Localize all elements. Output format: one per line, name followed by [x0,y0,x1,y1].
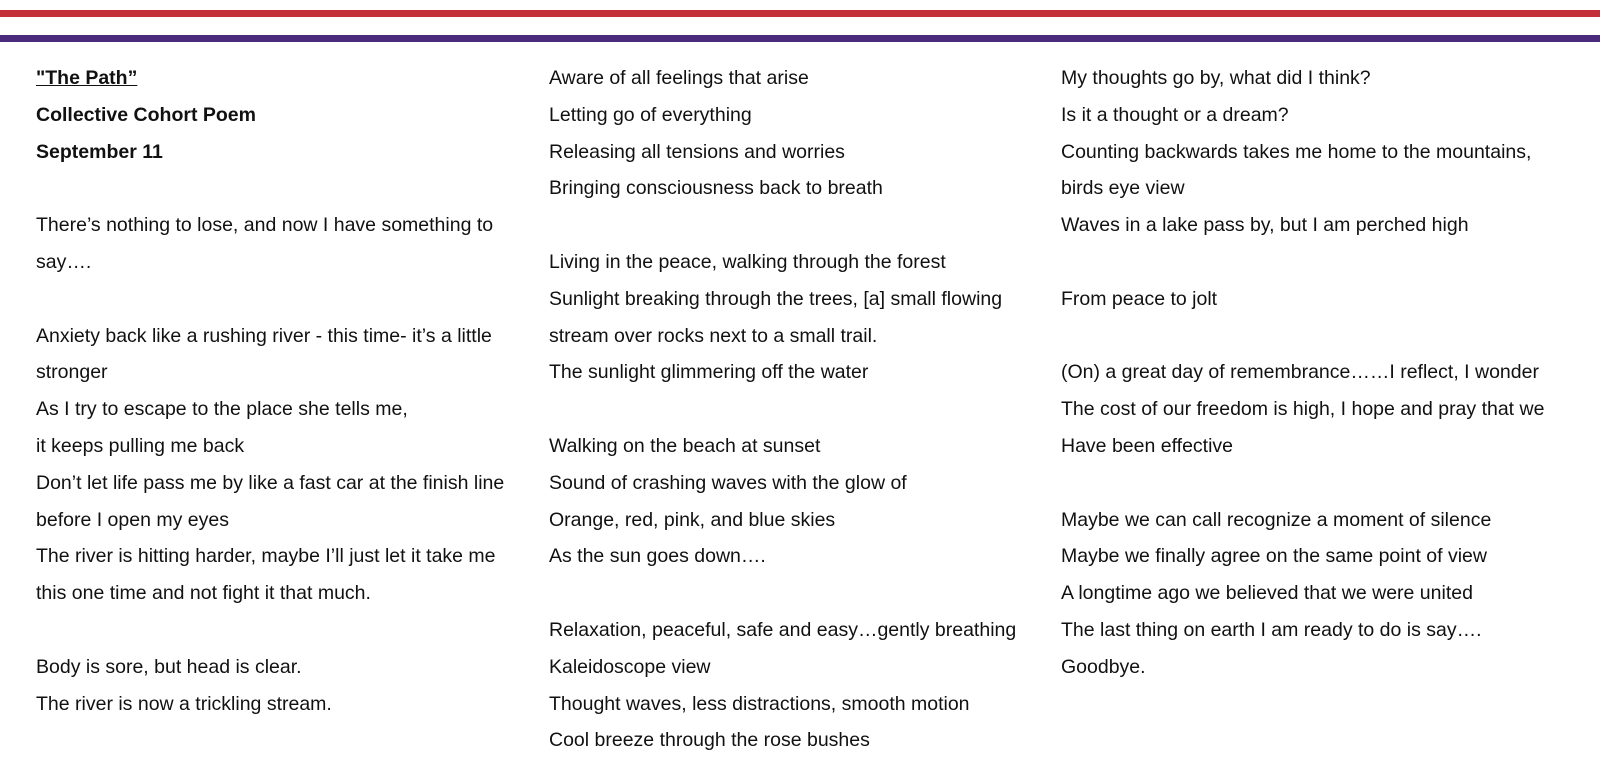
poem-line: Counting backwards takes me home to the mountains, [1061,140,1532,163]
poem-line: say…. [36,250,92,273]
poem-line: Releasing all tensions and worries [549,140,845,163]
poem-line: There’s nothing to lose, and now I have something to [36,214,494,237]
poem-line: Is it a thought or a dream? [1061,103,1289,126]
column-1-lines [36,207,536,722]
poem-line: Have been effective [1061,434,1234,457]
poem-date: September 11 [36,140,163,163]
poem-line: Relaxation, peaceful, safe and easy…gently breathing [549,618,1017,641]
poem-line: Walking on the beach at sunset [549,434,821,457]
poem-line: (On) a great day of remembrance……I reflect, I wonder [1061,361,1539,384]
poem-line: As I try to escape to the place she tells me, [36,398,408,421]
poem-line: Thought waves, less distractions, smooth motion [549,692,970,715]
poem-line: The river is hitting harder, maybe I’ll just let it take me [36,545,496,568]
stanza-gap [549,207,1049,244]
column-2-lines [549,60,1049,759]
poem-line: Body is sore, but head is clear. [36,655,302,678]
stanza-gap [1061,465,1591,502]
poem-line: birds eye view [1061,177,1185,200]
stanza-gap [549,575,1049,612]
poem-line: stream over rocks next to a small trail. [549,324,878,347]
poem-line: before I open my eyes [36,508,229,531]
poem-line: Aware of all feelings that arise [549,67,809,89]
stanza-gap [36,612,536,649]
poem-line: Bringing consciousness back to breath [549,177,883,200]
poem-column-2 [549,60,1049,759]
poem-line: Maybe we finally agree on the same point of view [1061,545,1487,568]
poem-line: Maybe we can call recognize a moment of silence [1061,508,1492,531]
poem-line: Waves in a lake pass by, but I am perched high [1061,214,1469,237]
poem-line: Anxiety back like a rushing river - this time- it’s a little [36,324,492,347]
poem-line: A longtime ago we believed that we were united [1061,582,1473,605]
poem-line: Living in the peace, walking through the forest [549,250,946,273]
poem-line: The river is now a trickling stream. [36,692,332,715]
top-red-rule [0,10,1600,17]
poem-subtitle: Collective Cohort Poem [36,103,256,126]
poem-line: Cool breeze through the rose bushes [549,729,870,752]
poem-line: Orange, red, pink, and blue skies [549,508,836,531]
stanza-gap [1061,244,1591,281]
poem-column-3 [1061,60,1591,686]
poem-line: Goodbye. [1061,655,1146,678]
poem-line: Don’t let life pass me by like a fast car at the finish line [36,471,505,494]
poem-title: "The Path” [36,67,138,89]
poem-line: Sunlight breaking through the trees, [a] small flowing [549,287,1003,310]
stanza-gap [36,281,536,318]
stanza-gap [549,391,1049,428]
poem-line: it keeps pulling me back [36,434,245,457]
poem-line: From peace to jolt [1061,287,1218,310]
poem-column-1 [36,60,536,722]
poem-line: this one time and not fight it that much. [36,582,371,605]
poem-line: stronger [36,361,108,384]
poem-line: The cost of our freedom is high, I hope and pray that we [1061,398,1545,421]
poem-line: The sunlight glimmering off the water [549,361,869,384]
stanza-gap [1061,318,1591,355]
stanza-gap [36,170,536,207]
poem-line: The last thing on earth I am ready to do is say…. [1061,618,1482,641]
poem-line: My thoughts go by, what did I think? [1061,67,1371,89]
poem-line: Letting go of everything [549,103,752,126]
top-purple-rule [0,35,1600,42]
poem-line: Sound of crashing waves with the glow of [549,471,907,494]
column-3-lines [1061,60,1591,686]
poem-line: Kaleidoscope view [549,655,711,678]
poem-line: As the sun goes down…. [549,545,766,568]
